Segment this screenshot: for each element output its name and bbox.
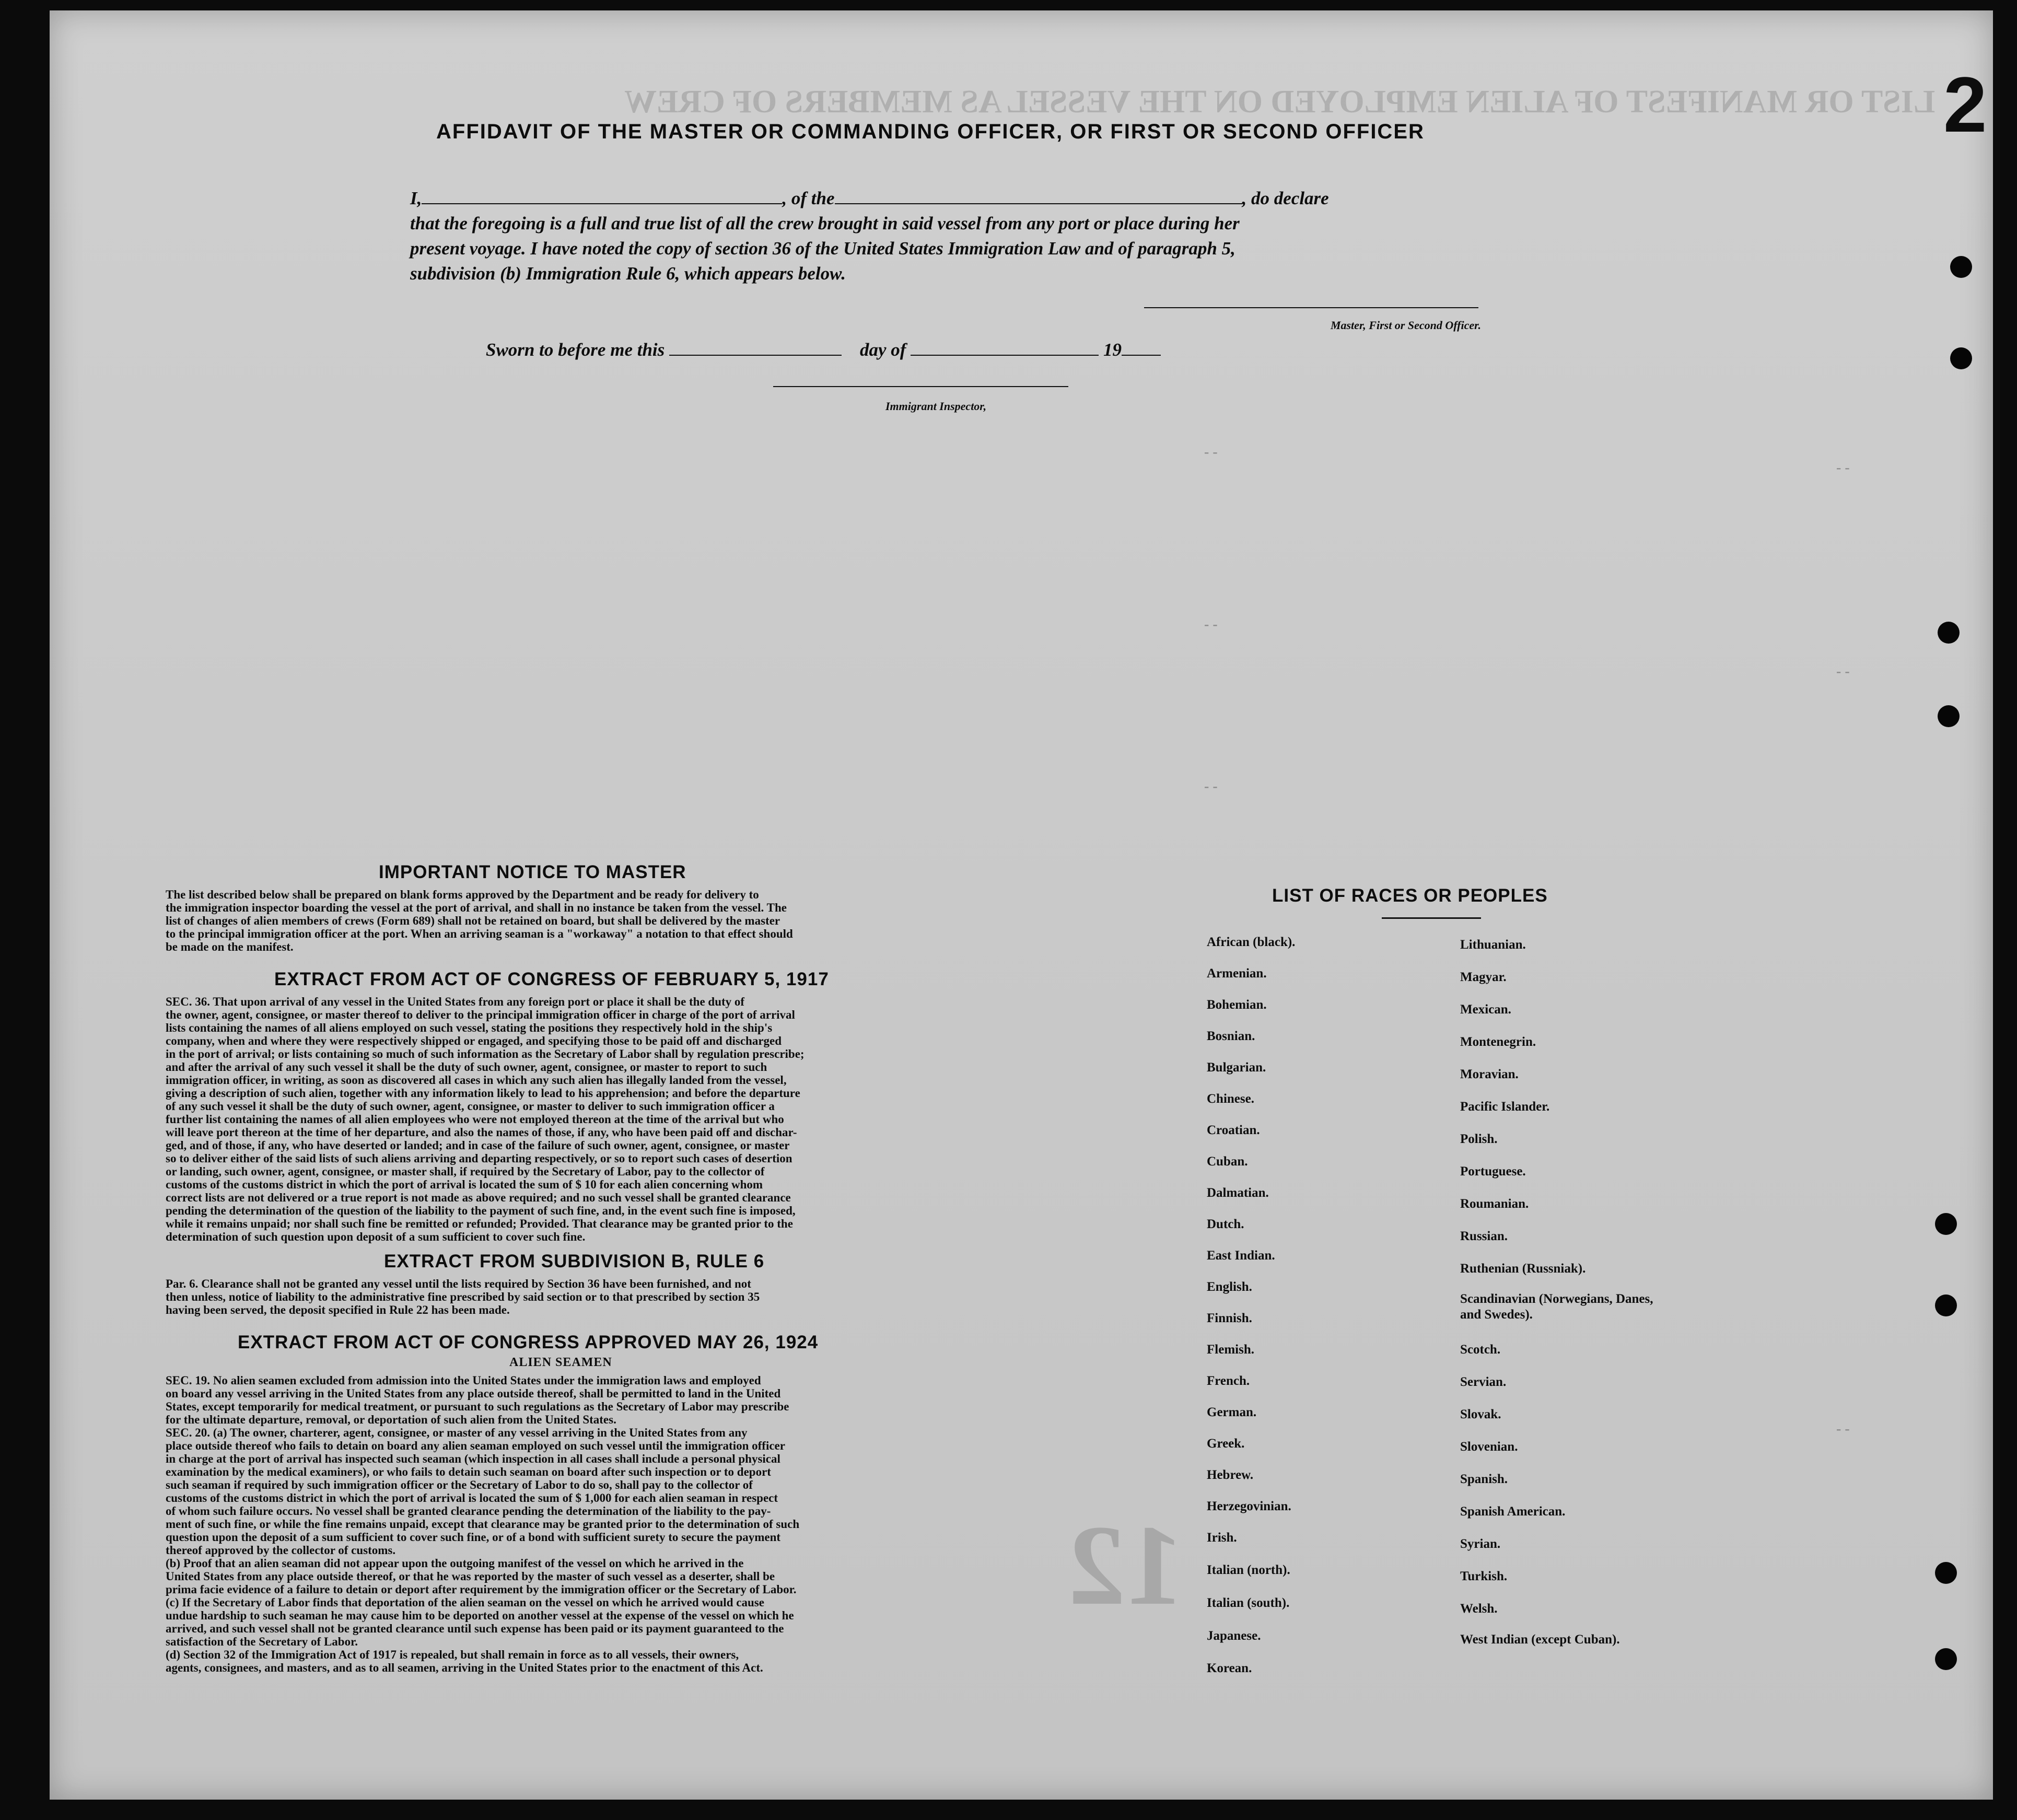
race-item: African (black). bbox=[1207, 935, 1296, 949]
race-item: Finnish. bbox=[1207, 1311, 1252, 1325]
race-item: West Indian (except Cuban). bbox=[1460, 1632, 1620, 1647]
extract-1917-line: customs of the customs district in which the port of arrival is located the sum of $ 10 for each alien concerning whom bbox=[166, 1178, 763, 1191]
extract-1917-line: of any such vessel it shall be the duty of such owner, agent, consignee, or master to deliver to such immigration officer a bbox=[166, 1100, 775, 1113]
race-item: Syrian. bbox=[1460, 1537, 1501, 1551]
affidavit-title: AFFIDAVIT OF THE MASTER OR COMMANDING OFFICER, OR FIRST OR SECOND OFFICER bbox=[436, 120, 1425, 143]
extract-1924-line: of whom such failure occurs. No vessel shall be granted clearance pending the determination of the liability to the pay- bbox=[166, 1504, 771, 1518]
extract-1924-line: on board any vessel arriving in the United States from any place outside thereof, shall be permitted to land in the United bbox=[166, 1387, 781, 1400]
extract-1924-body bbox=[166, 1374, 1006, 1674]
ghost-dash: - - bbox=[1204, 778, 1218, 795]
race-item: Dutch. bbox=[1207, 1217, 1244, 1231]
extract-1924-line: (d) Section 32 of the Immigration Act of 1917 is repealed, but shall remain in force as to all vessels, their owners, bbox=[166, 1648, 739, 1661]
race-item: East Indian. bbox=[1207, 1249, 1275, 1263]
extract-1917-body bbox=[166, 995, 1006, 1243]
ghost-dash: - - bbox=[1204, 444, 1218, 460]
extract-1924-line: thereof approved by the collector of customs. bbox=[166, 1544, 396, 1557]
race-item: Cuban. bbox=[1207, 1154, 1248, 1169]
page-number: 2 bbox=[1943, 61, 1987, 148]
race-item: Greek. bbox=[1207, 1437, 1245, 1451]
race-item: Croatian. bbox=[1207, 1123, 1260, 1137]
signature-line bbox=[1144, 307, 1478, 308]
extract-1924-line: question upon the deposit of a sum sufficient to cover such fine, or of a bond with sufficient surety to secure the payment bbox=[166, 1531, 781, 1544]
race-item: Bohemian. bbox=[1207, 998, 1267, 1012]
race-item: Italian (north). bbox=[1207, 1563, 1290, 1577]
notice-line: the immigration inspector boarding the vessel at the port of arrival, and shall in no instance be taken from the vessel. The bbox=[166, 901, 787, 914]
extract-1924-line: place outside thereof who fails to detain on board any alien seaman employed on such vessel until the immigration officer bbox=[166, 1439, 785, 1452]
race-item: Polish. bbox=[1460, 1132, 1498, 1146]
binder-hole bbox=[1935, 1213, 1957, 1235]
race-item: Bulgarian. bbox=[1207, 1060, 1266, 1075]
bleed-through-text: LIST OR MANIFEST OF ALIEN EMPLOYED ON THE VESSEL AS MEMBERS OF CREW bbox=[624, 84, 1936, 120]
extract-1924-line: ment of such fine, or while the fine remains unpaid, except that clearance may be granted prior to the determination of such bbox=[166, 1518, 800, 1531]
notice-title: IMPORTANT NOTICE TO MASTER bbox=[379, 862, 686, 882]
sworn-year: 19 bbox=[1103, 340, 1122, 360]
extract-rule6-line: then unless, notice of liability to the administrative fine prescribed by said section or to that prescribed by section 35 bbox=[166, 1290, 760, 1303]
extract-1924-line: such seaman if required by such immigration officer or the Secretary of Labor to do so, shall pay to the collector of bbox=[166, 1478, 753, 1491]
extract-1924-line: satisfaction of the Secretary of Labor. bbox=[166, 1635, 358, 1648]
race-item: Montenegrin. bbox=[1460, 1035, 1536, 1049]
binder-hole bbox=[1938, 705, 1960, 727]
extract-1924-line: States, except temporarily for medical treatment, or pursuant to such regulations as the Secretary of Labor may prescribe bbox=[166, 1400, 789, 1413]
extract-1924-line: examination by the medical examiners), or who fails to detain such seaman on board after such inspection or to deport bbox=[166, 1465, 771, 1478]
affidavit-line-1 bbox=[410, 188, 1497, 209]
ghost-dash: - - bbox=[1836, 460, 1850, 476]
extract-1924-line: (c) If the Secretary of Labor finds that deportation of the alien seaman on the vessel on which he arrived would cause bbox=[166, 1596, 764, 1609]
sworn-line bbox=[486, 340, 1572, 360]
sworn-start: Sworn to before me this bbox=[486, 340, 665, 360]
extract-1917-line: while it remains unpaid; nor shall such fine be remitted or refunded; Provided. That clearance may be granted prior to the bbox=[166, 1217, 793, 1230]
race-item: Slovenian. bbox=[1460, 1440, 1518, 1454]
ghost-dash: - - bbox=[1204, 616, 1218, 633]
race-item: Hebrew. bbox=[1207, 1468, 1254, 1482]
extract-1924-line: in charge at the port of arrival has inspected such seaman (which inspection in all cases shall include a personal physical bbox=[166, 1452, 780, 1465]
notice-line: list of changes of alien members of crews (Form 689) shall not be retained on board, but shall be delivered by the master bbox=[166, 914, 780, 927]
extract-1917-line: determination of such question upon deposit of a sum sufficient to cover such fine. bbox=[166, 1230, 586, 1243]
day-blank bbox=[669, 354, 842, 356]
extract-1917-line: correct lists are not delivered or a true report is not made as above required; and no such vessel shall be granted clearance bbox=[166, 1191, 791, 1204]
extract-1924-title: EXTRACT FROM ACT OF CONGRESS APPROVED MAY 26, 1924 bbox=[238, 1332, 819, 1352]
race-item: Turkish. bbox=[1460, 1569, 1508, 1583]
signature-label: Master, First or Second Officer. bbox=[1330, 319, 1481, 332]
race-item: French. bbox=[1207, 1374, 1250, 1388]
race-item: Bosnian. bbox=[1207, 1029, 1255, 1043]
race-item: Magyar. bbox=[1460, 970, 1507, 984]
extract-1917-line: further list containing the names of all alien employees who were not employed thereon at the time of the arrival but who bbox=[166, 1113, 784, 1126]
extract-1917-title: EXTRACT FROM ACT OF CONGRESS OF FEBRUARY 5, 1917 bbox=[274, 969, 829, 989]
extract-1924-line: arrived, and such vessel shall not be granted clearance until such expense has been paid or its payment guaranteed to the bbox=[166, 1622, 784, 1635]
extract-1917-line: and after the arrival of any such vessel it shall be the duty of such owner, agent, consignee, or master to report to such bbox=[166, 1060, 767, 1074]
inspector-line bbox=[773, 386, 1068, 387]
race-item: Scandinavian (Norwegians, Danes, and Swedes). bbox=[1460, 1292, 1653, 1322]
extract-1924-subtitle: ALIEN SEAMEN bbox=[509, 1356, 612, 1369]
races-title: LIST OF RACES OR PEOPLES bbox=[1272, 885, 1548, 906]
extract-rule6-body bbox=[166, 1277, 1006, 1316]
extract-1924-line: customs of the customs district in which the port of arrival is located the sum of $ 1,000 for each alien seaman in respect bbox=[166, 1491, 778, 1504]
binder-hole bbox=[1935, 1294, 1957, 1316]
extract-1924-line: undue hardship to such seaman he may cause him to be deported on another vessel at the expense of the vessel on which he bbox=[166, 1609, 794, 1622]
extract-1917-line: will leave port thereon at the time of her departure, and also the names of those, if any, who have been paid off and dischar- bbox=[166, 1126, 797, 1139]
race-item: Lithuanian. bbox=[1460, 938, 1526, 952]
binder-hole bbox=[1935, 1648, 1957, 1670]
ghost-dash: - - bbox=[1836, 1421, 1850, 1437]
extract-1917-line: pending the determination of the question of the liability to the payment of such fine, and, in the event such fine is imposed, bbox=[166, 1204, 796, 1217]
extract-1917-line: in the port of arrival; or lists containing so much of such information as the Secretary of Labor shall by regulation prescribe; bbox=[166, 1047, 805, 1060]
race-item: German. bbox=[1207, 1405, 1257, 1419]
race-item: Japanese. bbox=[1207, 1629, 1261, 1643]
affidavit-of-the: , of the bbox=[782, 188, 835, 208]
race-item: Spanish. bbox=[1460, 1472, 1508, 1486]
extract-rule6-line: Par. 6. Clearance shall not be granted any vessel until the lists required by Section 36 have been furnished, and not bbox=[166, 1277, 751, 1290]
extract-1917-line: lists containing the names of all aliens employed on such vessel, stating the positions they respectively hold in the ship's bbox=[166, 1021, 773, 1034]
notice-line: be made on the manifest. bbox=[166, 940, 294, 953]
extract-1924-line: SEC. 20. (a) The owner, charterer, agent, consignee, or master of any vessel arriving in the United States from any bbox=[166, 1426, 748, 1439]
race-item: Scotch. bbox=[1460, 1343, 1501, 1357]
sworn-day-of: day of bbox=[860, 340, 906, 360]
notice-line: to the principal immigration officer at the port. When an arriving seaman is a "workaway" a notation to that effect should bbox=[166, 927, 793, 940]
extract-1917-line: ged, and of those, if any, who have deserted or landed; and in case of the failure of such owner, agent, consignee, or master bbox=[166, 1139, 790, 1152]
race-item: Italian (south). bbox=[1207, 1596, 1290, 1610]
binder-hole bbox=[1935, 1562, 1957, 1584]
extract-1917-line: the owner, agent, consignee, or master thereof to deliver to the principal immigration officer in charge of the port of arrival bbox=[166, 1008, 795, 1021]
month-blank bbox=[911, 354, 1099, 356]
extract-1917-line: so to deliver either of the said lists of such aliens arriving and departing respectively, or so to report such cases of desertion bbox=[166, 1152, 792, 1165]
races-title-rule bbox=[1382, 917, 1481, 919]
extract-rule6-title: EXTRACT FROM SUBDIVISION B, RULE 6 bbox=[384, 1251, 765, 1271]
race-item: English. bbox=[1207, 1280, 1252, 1294]
binder-hole bbox=[1938, 622, 1960, 644]
race-item: Moravian. bbox=[1460, 1067, 1519, 1081]
affidavit-line-4: subdivision (b) Immigration Rule 6, which appears below. bbox=[410, 263, 846, 284]
extract-1924-line: prima facie evidence of a failure to detain or deport after requirement by the immigration officer or the Secretary of Labor. bbox=[166, 1583, 797, 1596]
race-item: Spanish American. bbox=[1460, 1504, 1566, 1519]
race-item: Russian. bbox=[1460, 1229, 1508, 1243]
extract-1924-line: for the ultimate departure, removal, or deportation of such alien from the United States. bbox=[166, 1413, 616, 1426]
race-item: Roumanian. bbox=[1460, 1197, 1529, 1211]
affidavit-i: I, bbox=[410, 188, 422, 208]
affidavit-line-3: present voyage. I have noted the copy of section 36 of the United States Immigration Law and of paragraph 5, bbox=[410, 238, 1235, 259]
binder-hole bbox=[1950, 256, 1972, 278]
affidavit-line-2: that the foregoing is a full and true list of all the crew brought in said vessel from any port or place during her bbox=[410, 213, 1240, 234]
extract-1917-line: or landing, such owner, agent, consignee, or master shall, if required by the Secretary of Labor, pay to the collector of bbox=[166, 1165, 765, 1178]
extract-1924-line: United States from any place outside thereof, or that he was reported by the master of such vessel as a deserter, shall be bbox=[166, 1570, 775, 1583]
extract-1917-line: immigration officer, in writing, as soon as discovered all cases in which any such alien has illegally landed from the vessel, bbox=[166, 1074, 787, 1087]
name-blank bbox=[422, 203, 782, 204]
race-item: Mexican. bbox=[1460, 1002, 1511, 1017]
extract-1917-line: company, when and where they were respectively shipped or engaged, and specifying those to be paid off and discharged bbox=[166, 1034, 782, 1047]
affidavit-declare: , do declare bbox=[1242, 188, 1329, 208]
race-item: Portuguese. bbox=[1460, 1164, 1526, 1179]
race-item: Irish. bbox=[1207, 1531, 1237, 1545]
extract-rule6-line: having been served, the deposit specified in Rule 22 has been made. bbox=[166, 1303, 510, 1316]
extract-1924-line: (b) Proof that an alien seaman did not appear upon the outgoing manifest of the vessel on which he arrived in the bbox=[166, 1557, 744, 1570]
race-item: Welsh. bbox=[1460, 1602, 1498, 1616]
ghost-dash: - - bbox=[1836, 663, 1850, 680]
race-item: Slovak. bbox=[1460, 1407, 1501, 1421]
extract-1924-line: agents, consignees, and masters, and as to all seamen, arriving in the United States prior to the enactment of this Act. bbox=[166, 1661, 763, 1674]
bleed-through-number: 12 bbox=[1068, 1501, 1183, 1629]
race-item: Herzegovinian. bbox=[1207, 1499, 1291, 1513]
extract-1917-line: giving a description of such alien, together with any information likely to lead to his apprehension; and before the departure bbox=[166, 1087, 800, 1100]
race-item: Dalmatian. bbox=[1207, 1186, 1269, 1200]
manifest-sheet bbox=[50, 10, 1993, 1800]
race-item: Armenian. bbox=[1207, 966, 1267, 981]
race-item: Servian. bbox=[1460, 1375, 1507, 1389]
vessel-blank bbox=[835, 203, 1242, 204]
binder-hole bbox=[1950, 347, 1972, 369]
extract-1924-line: SEC. 19. No alien seamen excluded from admission into the United States under the immigration laws and employed bbox=[166, 1374, 761, 1387]
race-item: Flemish. bbox=[1207, 1343, 1254, 1357]
race-item: Chinese. bbox=[1207, 1092, 1254, 1106]
race-item: Pacific Islander. bbox=[1460, 1100, 1550, 1114]
extract-1917-line: SEC. 36. That upon arrival of any vessel in the United States from any foreign port or place it shall be the duty of bbox=[166, 995, 745, 1008]
race-item: Korean. bbox=[1207, 1661, 1252, 1675]
notice-body bbox=[166, 888, 1006, 953]
notice-line: The list described below shall be prepared on blank forms approved by the Department and be ready for delivery to bbox=[166, 888, 759, 901]
inspector-label: Immigrant Inspector, bbox=[885, 400, 987, 413]
year-blank bbox=[1122, 354, 1161, 356]
race-item: Ruthenian (Russniak). bbox=[1460, 1262, 1586, 1276]
